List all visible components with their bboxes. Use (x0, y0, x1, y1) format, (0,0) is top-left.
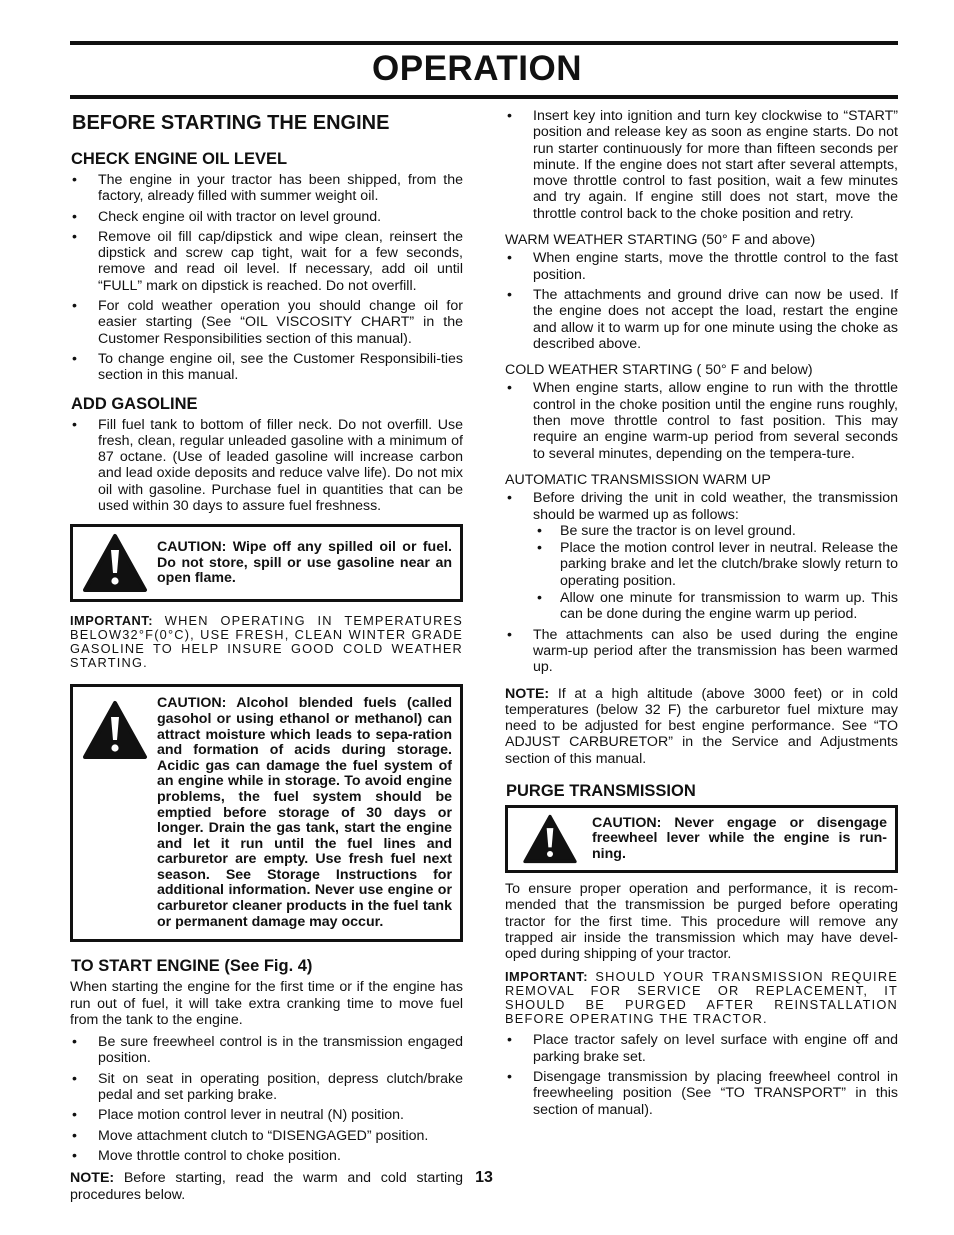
list-item: • Be sure the tractor is on level ground. (533, 523, 898, 539)
list-item: • When engine starts, move the throttle control to the fast position. (505, 250, 898, 283)
auto-transmission-label: AUTOMATIC TRANSMISSION WARM UP (505, 471, 771, 488)
list-item: • For cold weather operation you should change oil for easier starting (See “OIL VISCOSITY CHART” in the Customer Responsibilities section of this manual). (70, 298, 463, 347)
auto-list-2 (505, 627, 898, 676)
heading-purge-transmission: PURGE TRANSMISSION (506, 781, 696, 800)
right-column (505, 108, 898, 1122)
warning-triangle-icon (514, 814, 586, 864)
list-item-text: Before driving the unit in cold weather, the transmission should be warmed up as follows: (533, 490, 898, 523)
page-number: 13 (475, 1169, 493, 1186)
list-item: • Be sure freewheel control is in the transmission engaged position. (70, 1034, 463, 1067)
warm-weather-label: WARM WEATHER STARTING (50° F and above) (505, 232, 816, 249)
list-item: • Check engine oil with tractor on level ground. (70, 209, 463, 225)
list-item: • Place tractor safely on level surface with engine off and parking brake set. (505, 1032, 898, 1065)
auto-sub-list (505, 523, 898, 623)
start-list (70, 1034, 463, 1164)
page-title: OPERATION (372, 49, 582, 88)
warning-triangle-icon (79, 533, 151, 593)
list-item: • Place motion control lever in neutral (N) position. (70, 1107, 463, 1123)
important-note-purge (505, 970, 898, 1026)
caution-box-alcohol (70, 684, 463, 942)
list-item: • Sit on seat in operating position, depress clutch/brake pedal and set parking brake. (70, 1071, 463, 1104)
important-text: WHEN OPERATING IN TEMPERATURES BELOW32°F(0°C), USE FRESH, CLEAN WINTER GRADE GASOLINE TO HELP INSURE GOOD COLD WEATHER STARTING. (70, 613, 464, 671)
caution-text: CAUTION: Never engage or disengage freewheel lever while the engine is run-ning. (592, 814, 887, 862)
gas-list (70, 417, 463, 515)
list-item: • The attachments and ground drive can now be used. If the engine does not accept the load, restart the engine and allow it to warm up for one minute using the choke as described above. (505, 287, 898, 352)
list-item (505, 490, 898, 523)
section-heading-before-starting: BEFORE STARTING THE ENGINE (72, 112, 390, 134)
cold-weather-label: COLD WEATHER STARTING ( 50° F and below) (505, 362, 813, 379)
caution-text: CAUTION: Alcohol blended fuels (called gasohol or using ethanol or methanol) can attract moisture which leads to sepa-ration and formation of acids during storage. Acidic gas can damage the fuel system of an engine while in storage. To avoid engine problems, the fuel system should be emptied before storage of 30 days or longer. Drain the gas tank, start the engine and let it run until the fuel lines and carburetor are empty. Use fresh fuel next season. See Storage Instructions for additional information. Never use engine or carburetor cleaner products in the fuel tank or permanent damage may occur. (157, 695, 452, 930)
note-label: NOTE: (505, 685, 550, 702)
altitude-note (505, 686, 898, 767)
left-column (70, 108, 463, 1209)
heading-add-gasoline: ADD GASOLINE (71, 394, 198, 413)
note-text: If at a high altitude (above 3000 feet) or in cold temperatures (below 32 F) the carburetor fuel mixture may need to be adjusted for best engine performance. See “TO ADJUST CARBURETOR” in the Service and Adjustments section of this manual. (505, 685, 898, 767)
purge-intro: To ensure proper operation and performance, it is recom-mended that the transmission be purged before operating tractor for the first time. This procedure will remove any trapped air inside the transmission which may have devel-oped during shipping of your tractor. (505, 880, 898, 963)
caution-text: CAUTION: Wipe off any spilled oil or fuel. Do not store, spill or use gasoline near an open flame. (157, 538, 452, 587)
list-item: • The engine in your tractor has been shipped, from the factory, already filled with summer weight oil. (70, 172, 463, 205)
list-item: • Disengage transmission by placing freewheel control in freewheeling position (See “TO TRANSPORT” in this section of manual). (505, 1069, 898, 1118)
list-item: • Insert key into ignition and turn key clockwise to “START” position and release key as soon as engine starts. Do not run starter continuously for more than fifteen seconds per minute. If the engine does not start after several attempts, move throttle control to fast position, wait a few minutes and try again. If engine still does not start, move the throttle control back to the choke position and retry. (505, 108, 898, 222)
auto-list (505, 490, 898, 523)
top-rule (70, 41, 898, 45)
title-rule (70, 95, 898, 99)
caution-box-spill (70, 524, 463, 602)
warning-triangle-icon (79, 696, 151, 760)
list-item: • Allow one minute for transmission to warm up. This can be done during the engine warm up period. (533, 590, 898, 623)
list-item: • Move attachment clutch to “DISENGAGED” position. (70, 1128, 463, 1144)
warm-list (505, 250, 898, 352)
oil-list (70, 172, 463, 384)
important-label: IMPORTANT: (505, 969, 588, 985)
cold-list (505, 380, 898, 461)
purge-list (505, 1032, 898, 1117)
list-item: • When engine starts, allow engine to run with the throttle control in the choke position until the engine runs roughly, then move throttle control to fast position. This may require an engine warm-up period from several seconds to several minutes, depending on the tempera-ture. (505, 380, 898, 461)
list-item: • Remove oil fill cap/dipstick and wipe clean, reinsert the dipstick and screw cap tight, wait for a few seconds, remove and read oil level. If necessary, add oil until “FULL” mark on dipstick is reached. Do not overfill. (70, 229, 463, 294)
list-item: • To change engine oil, see the Customer Responsibili-ties section in this manual. (70, 351, 463, 384)
list-item: • Place the motion control lever in neutral. Release the parking brake and let the clutch/brake slowly return to operating position. (533, 540, 898, 589)
note-label: NOTE: (70, 1170, 115, 1187)
list-item: • Move throttle control to choke position. (70, 1148, 463, 1164)
list-item: • The attachments can also be used during the engine warm-up period after the transmission has been warmed up. (505, 627, 898, 676)
key-list (505, 108, 898, 222)
list-item: • Fill fuel tank to bottom of filler neck. Do not overfill. Use fresh, clean, regular unleaded gasoline with a minimum of 87 octane. (Use of leaded gasoline will increase carbon and lead oxide deposits and reduce valve life). Do not mix oil with gasoline. Purchase fuel in quantities that can be used within 30 days to assure fuel freshness. (70, 417, 463, 515)
heading-to-start-engine: TO START ENGINE (See Fig. 4) (71, 957, 313, 976)
caution-box-freewheel (505, 805, 898, 873)
important-note-winter (70, 614, 463, 670)
note-text: Before starting, read the warm and cold starting procedures below. (70, 1170, 463, 1203)
heading-check-oil: CHECK ENGINE OIL LEVEL (71, 150, 288, 168)
important-label: IMPORTANT: (70, 613, 153, 629)
start-intro: When starting the engine for the first time or if the engine has run out of fuel, it will take extra cranking time to move fuel from the tank to the engine. (70, 979, 463, 1028)
important-text: SHOULD YOUR TRANSMISSION REQUIRE REMOVAL FOR SERVICE OR REPLACEMENT, IT SHOULD BE PURGED AFTER REINSTALLATION BEFORE OPERATING THE TRACTOR. (505, 969, 898, 1027)
